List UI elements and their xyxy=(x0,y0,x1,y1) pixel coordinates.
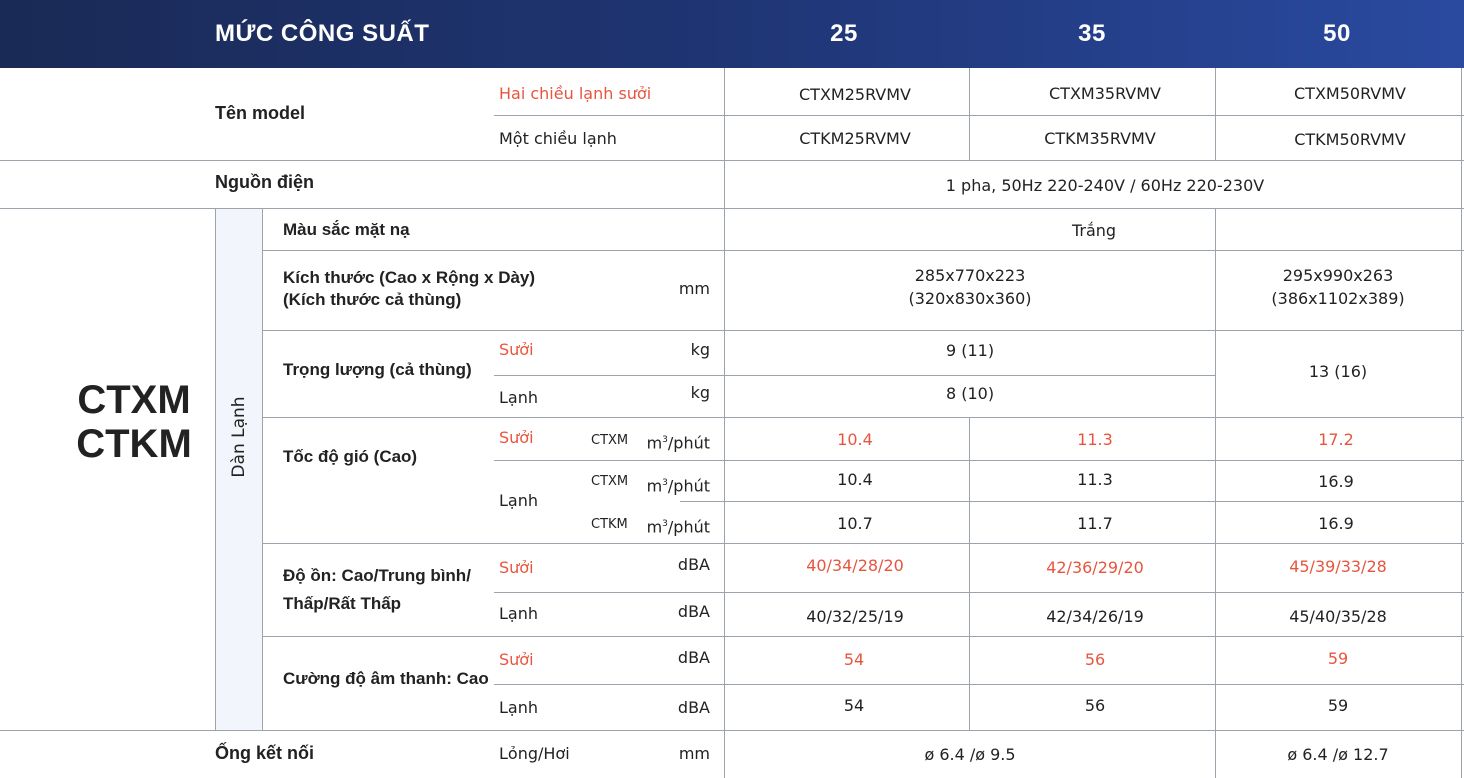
grid-line xyxy=(262,636,1464,637)
airflow-value: 10.4 xyxy=(837,430,873,449)
airflow-heat-label: Sưởi xyxy=(499,428,534,447)
grid-line xyxy=(724,68,725,778)
model-heat-cool-label: Hai chiều lạnh sưởi xyxy=(499,84,652,103)
airflow-cool-label: Lạnh xyxy=(499,491,538,510)
noise-cool-label: Lạnh xyxy=(499,604,538,623)
pipe-sublabel: Lỏng/Hơi xyxy=(499,744,570,763)
table-header xyxy=(0,0,1464,68)
grid-line xyxy=(494,375,1215,376)
model-value: CTKM25RVMV xyxy=(799,129,911,148)
grid-line xyxy=(0,160,1464,161)
weight-cool-label: Lạnh xyxy=(499,388,538,407)
power-value: 1 pha, 50Hz 220-240V / 60Hz 220-230V xyxy=(945,176,1265,195)
grid-line xyxy=(494,115,1464,116)
noise-value: 40/32/25/19 xyxy=(806,607,904,626)
grid-line xyxy=(262,417,1464,418)
sound-value: 59 xyxy=(1327,649,1349,668)
weight-value: 8 (10) xyxy=(945,384,995,403)
dimension-unit: mm xyxy=(678,279,710,298)
weight-value: 9 (11) xyxy=(945,341,995,360)
grid-line xyxy=(215,208,216,730)
weight-heat-label: Sưởi xyxy=(499,340,534,359)
airflow-unit: $m^3$/phút xyxy=(646,476,710,496)
weight-unit: kg xyxy=(690,340,710,359)
airflow-unit: $m^3$/phút xyxy=(646,433,710,453)
grid-line xyxy=(262,250,1464,251)
airflow-model-tag: CTKM xyxy=(591,517,628,532)
airflow-model-tag: CTXM xyxy=(591,433,629,448)
indoor-unit-label: Dàn Lạnh xyxy=(229,396,249,478)
color-value: Trắng xyxy=(1071,221,1117,240)
dimension-value: (386x1102x389) xyxy=(1271,289,1405,308)
noise-value: 45/39/33/28 xyxy=(1289,557,1387,576)
sound-value: 59 xyxy=(1327,696,1349,715)
airflow-value: 11.3 xyxy=(1077,470,1113,489)
series-line-2: CTKM xyxy=(76,422,192,466)
sound-value: 54 xyxy=(843,650,865,669)
grid-line xyxy=(262,543,1464,544)
model-cool-only-label: Một chiều lạnh xyxy=(499,129,617,148)
pipe-value: ø 6.4 /ø 12.7 xyxy=(1287,745,1389,764)
weight-label: Trọng lượng (cả thùng) xyxy=(283,360,472,379)
airflow-value: 16.9 xyxy=(1318,472,1354,491)
airflow-value: 11.3 xyxy=(1077,430,1113,449)
pipe-value: ø 6.4 /ø 9.5 xyxy=(924,745,1016,764)
grid-line xyxy=(0,208,1464,209)
airflow-value: 11.7 xyxy=(1077,514,1113,533)
capacity-35-header: 35 xyxy=(1078,20,1106,47)
sound-value: 56 xyxy=(1084,696,1106,715)
sound-heat-label: Sưởi xyxy=(499,650,534,669)
sound-unit: dBA xyxy=(677,698,710,717)
weight-unit: kg xyxy=(690,383,710,402)
grid-line xyxy=(1461,68,1462,778)
dimension-label: Kích thước (Cao x Rộng x Dày) xyxy=(283,268,536,287)
grid-line xyxy=(1215,68,1216,160)
sound-value: 54 xyxy=(843,696,865,715)
sound-unit: dBA xyxy=(677,648,710,667)
noise-unit: dBA xyxy=(677,555,710,574)
color-label: Màu sắc mặt nạ xyxy=(283,220,410,239)
airflow-unit: $m^3$/phút xyxy=(646,517,710,537)
weight-value: 13 (16) xyxy=(1308,362,1368,381)
model-label: Tên model xyxy=(215,103,306,123)
grid-line xyxy=(494,592,1464,593)
model-value: CTXM35RVMV xyxy=(1048,84,1162,103)
capacity-25-header: 25 xyxy=(830,20,858,47)
capacity-50-header: 50 xyxy=(1323,20,1351,47)
sound-cool-label: Lạnh xyxy=(499,698,538,717)
airflow-value: 10.4 xyxy=(837,470,873,489)
grid-line xyxy=(494,460,1464,461)
sound-value: 56 xyxy=(1084,650,1106,669)
model-value: CTXM25RVMV xyxy=(798,85,912,104)
airflow-value: 17.2 xyxy=(1318,430,1354,449)
noise-value: 45/40/35/28 xyxy=(1289,607,1387,626)
noise-sublabel: Thấp/Rất Thấp xyxy=(283,594,402,613)
pipe-unit: mm xyxy=(678,744,710,763)
grid-line xyxy=(680,501,1464,502)
series-label xyxy=(76,378,192,466)
grid-line xyxy=(494,684,1464,685)
grid-line xyxy=(262,208,263,730)
grid-line xyxy=(969,68,970,160)
grid-line xyxy=(262,330,1464,331)
noise-label: Độ ồn: Cao/Trung bình/ xyxy=(283,566,471,585)
series-line-1: CTXM xyxy=(77,378,191,422)
noise-value: 40/34/28/20 xyxy=(806,556,904,575)
noise-value: 42/36/29/20 xyxy=(1046,558,1144,577)
dimension-value: (320x830x360) xyxy=(908,289,1032,308)
pipe-label: Ống kết nối xyxy=(215,743,314,763)
airflow-value: 16.9 xyxy=(1318,514,1354,533)
dimension-value: 285x770x223 xyxy=(914,266,1026,285)
noise-value: 42/34/26/19 xyxy=(1046,607,1144,626)
capacity-header-label: MỨC CÔNG SUẤT xyxy=(215,20,430,47)
model-value: CTKM50RVMV xyxy=(1294,130,1406,149)
grid-line xyxy=(0,730,1464,731)
model-value: CTXM50RVMV xyxy=(1293,84,1407,103)
airflow-label: Tốc độ gió (Cao) xyxy=(283,447,418,466)
model-value: CTKM35RVMV xyxy=(1044,129,1156,148)
grid-line xyxy=(1215,208,1216,778)
sound-label: Cường độ âm thanh: Cao xyxy=(283,669,489,688)
grid-line xyxy=(969,417,970,730)
airflow-value: 10.7 xyxy=(837,514,873,533)
dimension-value: 295x990x263 xyxy=(1282,266,1394,285)
noise-unit: dBA xyxy=(677,602,710,621)
airflow-model-tag: CTXM xyxy=(591,474,629,489)
noise-heat-label: Sưởi xyxy=(499,558,534,577)
dimension-sublabel: (Kích thước cả thùng) xyxy=(283,290,462,309)
power-label: Nguồn điện xyxy=(215,172,314,192)
